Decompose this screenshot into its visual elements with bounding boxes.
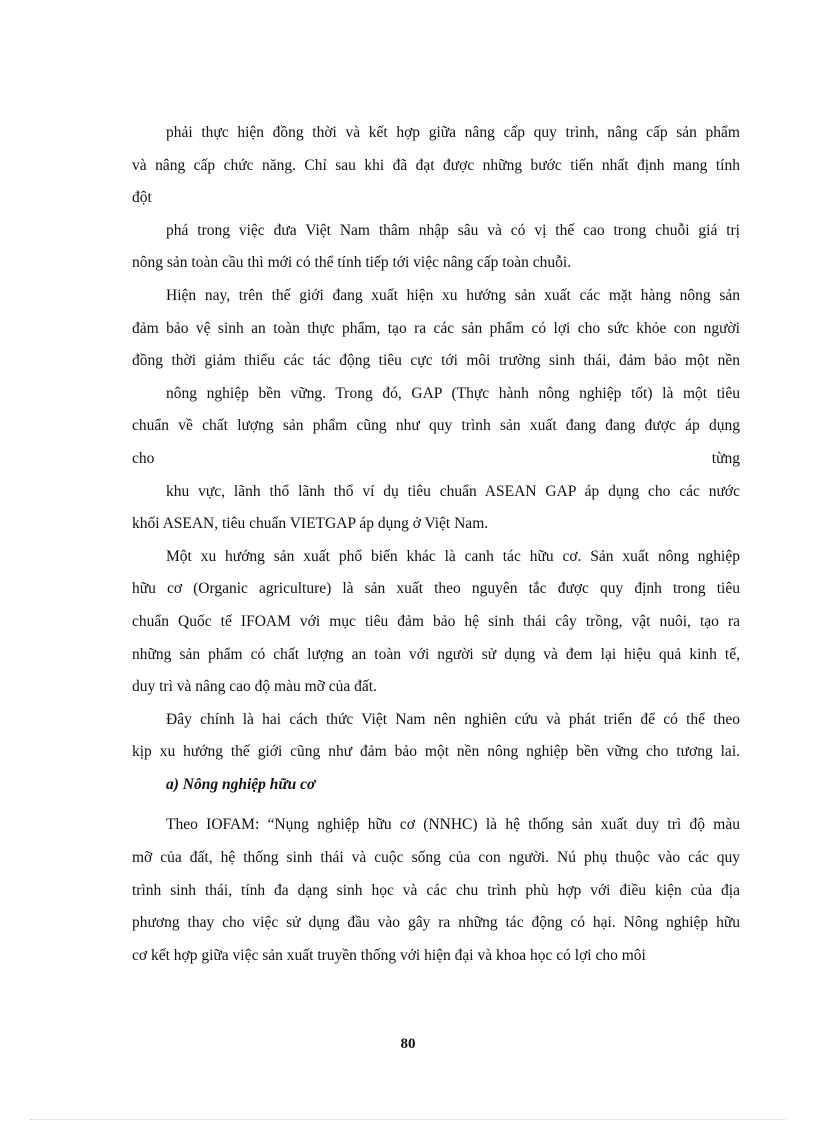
text-line: đảm bảo vệ sinh an toàn thực phẩm, tạo ra các sản phẩm có lợi cho sức khỏe con người <box>132 319 740 337</box>
text-line: chuẩn về chất lượng sản phẩm cũng như quy trình sản xuất đang đang được áp dụng <box>132 417 740 435</box>
text-line: Một xu hướng sản xuất phổ biến khác là canh tác hữu cơ. Sản xuất nông nghiệp <box>166 547 740 565</box>
text-line: Theo IOFAM: “Nụng nghiệp hữu cơ (NNHC) là hệ thống sản xuất duy trì độ màu <box>166 816 740 834</box>
text-line: những sản phẩm có chất lượng an toàn với người sử dụng và đem lại hiệu quả kinh tế, <box>132 645 740 663</box>
text-line: duy trì và nâng cao độ màu mỡ của đất. <box>132 678 377 696</box>
text-line: nông sản toàn cầu thì mới có thể tính tiếp tới việc nâng cấp toàn chuỗi. <box>132 254 572 272</box>
text-line: hữu cơ (Organic agriculture) là sản xuất theo nguyên tắc được quy định trong tiêu <box>132 580 740 598</box>
text-line: phá trong việc đưa Việt Nam thâm nhập sâu và có vị thế cao trong chuỗi giá trị <box>166 221 740 239</box>
section-heading: a) Nông nghiệp hữu cơ <box>166 775 316 793</box>
text-line: kịp xu hướng thế giới cũng như đảm bảo một nền nông nghiệp bền vững cho tương lai. <box>132 743 740 761</box>
text-line: và nâng cấp chức năng. Chỉ sau khi đã đạt được những bước tiến nhất định mang tính <box>132 156 740 174</box>
text-line: Đây chính là hai cách thức Việt Nam nên nghiên cứu và phát triển để có thể theo <box>166 710 740 728</box>
text-line: khu vực, lãnh thổ lãnh thổ ví dụ tiêu chuẩn ASEAN GAP áp dụng cho các nước <box>166 482 740 500</box>
page-body <box>132 117 740 972</box>
text-line: cơ kết hợp giữa việc sản xuất truyền thống với hiện đại và khoa học có lợi cho môi <box>132 946 646 964</box>
page-number: 80 <box>400 1036 416 1052</box>
spacer <box>132 801 740 809</box>
text-line: phải thực hiện đồng thời và kết hợp giữa nâng cấp quy trình, nâng cấp sản phẩm <box>166 124 740 141</box>
text-line: trình sinh thái, tính đa dạng sinh học và các chu trình phù hợp với điều kiện của địa <box>132 881 740 899</box>
text-line: chuẩn Quốc tế IFOAM với mục tiêu đảm bảo hệ sinh thái cây trồng, vật nuôi, tạo ra <box>132 612 740 630</box>
text-line: phương thay cho việc sử dụng đầu vào gây ra những tác động có hại. Nông nghiệp hữu <box>132 914 740 932</box>
text-line: đột <box>132 189 152 207</box>
text-line: mỡ của đất, hệ thống sinh thái và cuộc sống của con người. Nú phụ thuộc vào các quy <box>132 849 740 867</box>
text-line: nông nghiệp bền vững. Trong đó, GAP (Thực hành nông nghiệp tốt) là một tiêu <box>166 384 740 402</box>
text-line: khối ASEAN, tiêu chuẩn VIETGAP áp dụng ở Việt Nam. <box>132 515 489 533</box>
text-line: Hiện nay, trên thế giới đang xuất hiện xu hướng sản xuất các mặt hàng nông sản <box>166 286 740 304</box>
text-line: đồng thời giảm thiểu các tác động tiêu cực tới môi trường sinh thái, đảm bảo một nền <box>132 352 740 370</box>
text-word: cho <box>132 449 155 467</box>
text-line <box>132 443 740 476</box>
page-edge-divider <box>30 1119 786 1120</box>
text-word: từng <box>711 449 740 467</box>
